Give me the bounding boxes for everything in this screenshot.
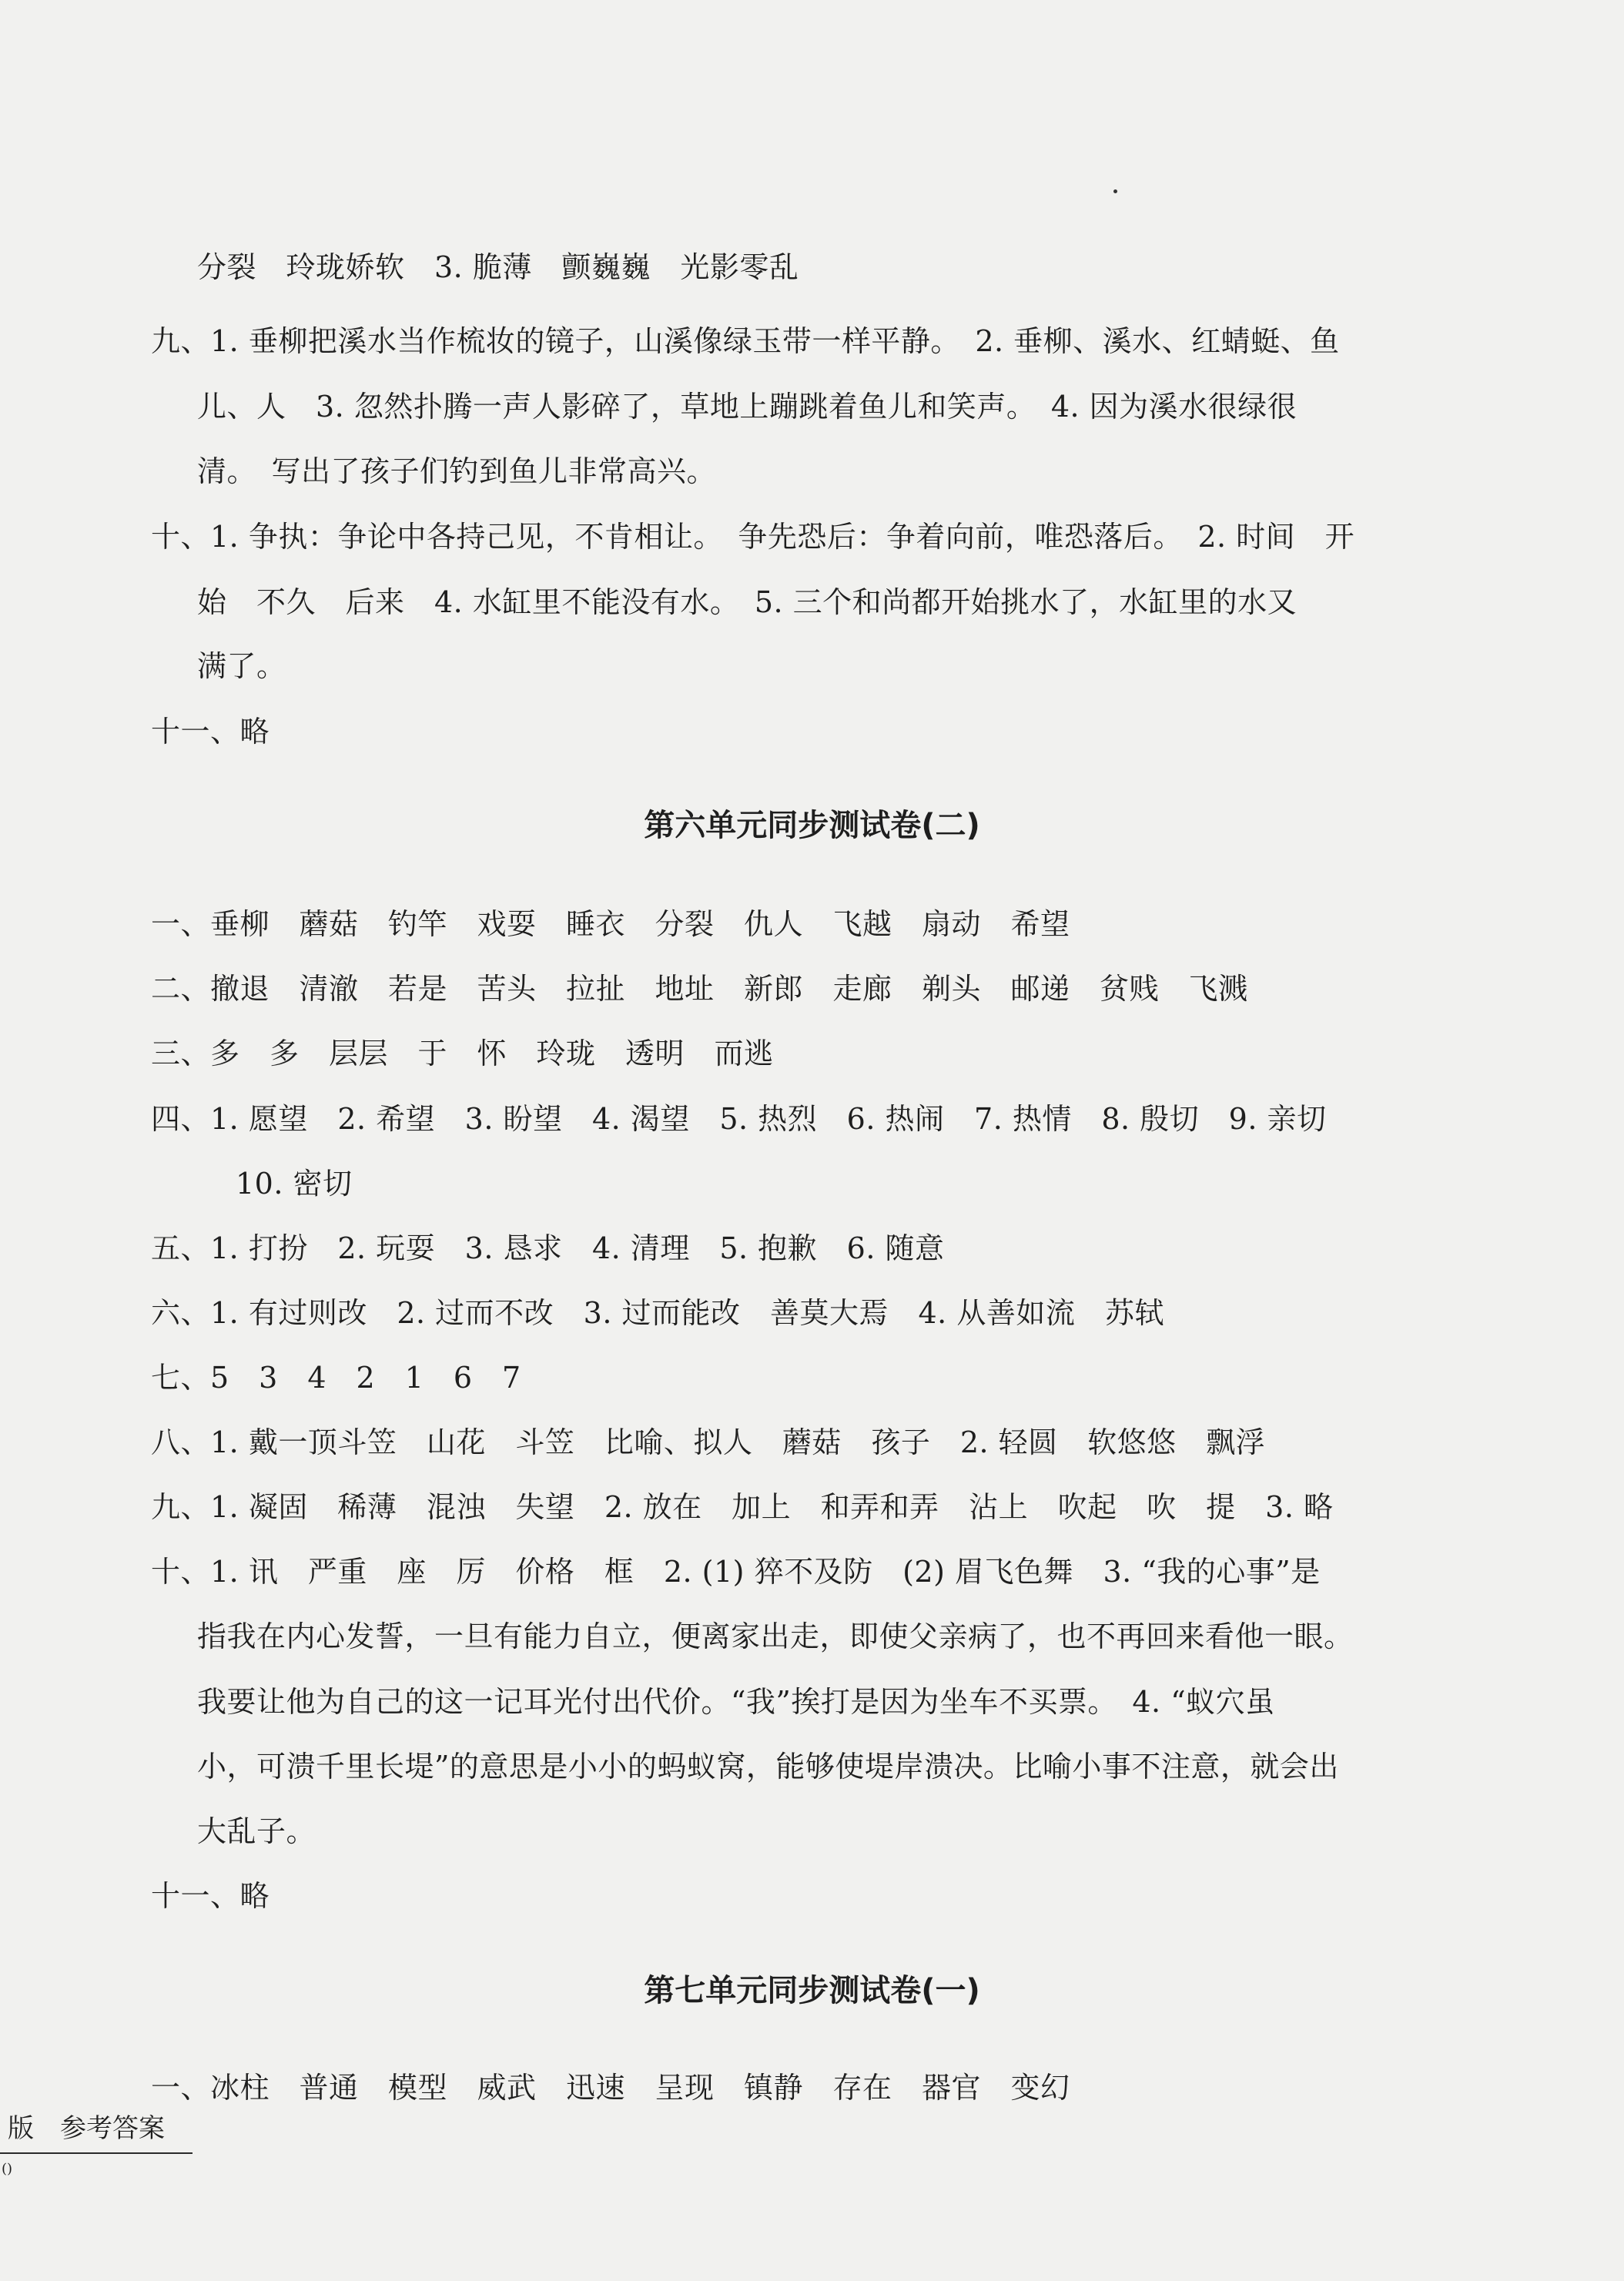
answer-line: 十、1. 讯 严重 座 厉 价格 框 2. (1) 猝不及防 (2) 眉飞色舞 3. “我的心事”是 — [151, 1555, 1321, 1589]
answer-line: 五、1. 打扮 2. 玩耍 3. 恳求 4. 清理 5. 抱歉 6. 随意 — [151, 1231, 945, 1265]
answer-line: 十一、略 — [151, 715, 270, 749]
answer-line: 九、1. 凝固 稀薄 混浊 失望 2. 放在 加上 和弄和弄 沾上 吹起 吹 提 3. 略 — [151, 1490, 1334, 1524]
answer-line: 十一、略 — [151, 1879, 270, 1913]
answer-line: 八、1. 戴一顶斗笠 山花 斗笠 比喻、拟人 蘑菇 孩子 2. 轻圆 软悠悠 飘浮 — [151, 1425, 1266, 1459]
answer-line: 二、撤退 清澈 若是 苦头 拉扯 地址 新郎 走廊 剃头 邮递 贫贱 飞溅 — [151, 972, 1248, 1006]
answer-line: 三、多 多 层层 于 怀 玲珑 透明 而逃 — [151, 1037, 774, 1070]
section-heading: 第七单元同步测试卷(一) — [644, 1973, 980, 2008]
answer-line: 六、1. 有过则改 2. 过而不改 3. 过而能改 善莫大焉 4. 从善如流 苏轼 — [151, 1296, 1164, 1330]
answer-line: 清。 写出了孩子们钓到鱼儿非常高兴。 — [197, 454, 717, 488]
answer-line: 一、冰柱 普通 模型 威武 迅速 呈现 镇静 存在 器官 变幻 — [151, 2071, 1070, 2105]
answer-line: 满了。 — [197, 649, 286, 683]
answer-line: 十、1. 争执：争论中各持己见，不肯相让。 争先恐后：争着向前，唯恐落后。 2. 时间 开 — [151, 520, 1355, 554]
answer-line: 指我在内心发誓，一旦有能力自立，便离家出走，即使父亲病了，也不再回来看他一眼。 — [197, 1619, 1354, 1653]
print-speck — [1113, 189, 1117, 193]
answer-line: 分裂 玲珑娇软 3. 脆薄 颤巍巍 光影零乱 — [197, 250, 799, 284]
footer-page-mark: () — [2, 2161, 13, 2177]
footer-label: 版 参考答案 — [8, 2113, 165, 2144]
answer-line: 一、垂柳 蘑菇 钓竿 戏耍 睡衣 分裂 仇人 飞越 扇动 希望 — [151, 907, 1070, 941]
answer-line: 小，可溃千里长堤”的意思是小小的蚂蚁窝，能够使堤岸溃决。比喻小事不注意，就会出 — [197, 1750, 1339, 1784]
answer-line: 始 不久 后来 4. 水缸里不能没有水。 5. 三个和尚都开始挑水了，水缸里的水又 — [197, 585, 1298, 619]
answer-line: 七、5 3 4 2 1 6 7 — [151, 1361, 521, 1395]
answer-line: 九、1. 垂柳把溪水当作梳妆的镜子，山溪像绿玉带一样平静。 2. 垂柳、溪水、红蜻蜓、鱼 — [151, 324, 1340, 358]
answer-line: 四、1. 愿望 2. 希望 3. 盼望 4. 渴望 5. 热烈 6. 热闹 7. 热情 8. 殷切 9. 亲切 — [151, 1102, 1327, 1136]
answer-line: 儿、人 3. 忽然扑腾一声人影碎了，草地上蹦跳着鱼儿和笑声。 4. 因为溪水很绿很 — [197, 390, 1298, 424]
answer-line: 我要让他为自己的这一记耳光付出代价。“我”挨打是因为坐车不买票。 4. “蚁穴虽 — [197, 1685, 1275, 1719]
answer-line: 10. 密切 — [236, 1167, 353, 1201]
footer-rule — [0, 2152, 193, 2154]
section-heading: 第六单元同步测试卷(二) — [644, 808, 980, 843]
answer-line: 大乱子。 — [197, 1814, 316, 1848]
